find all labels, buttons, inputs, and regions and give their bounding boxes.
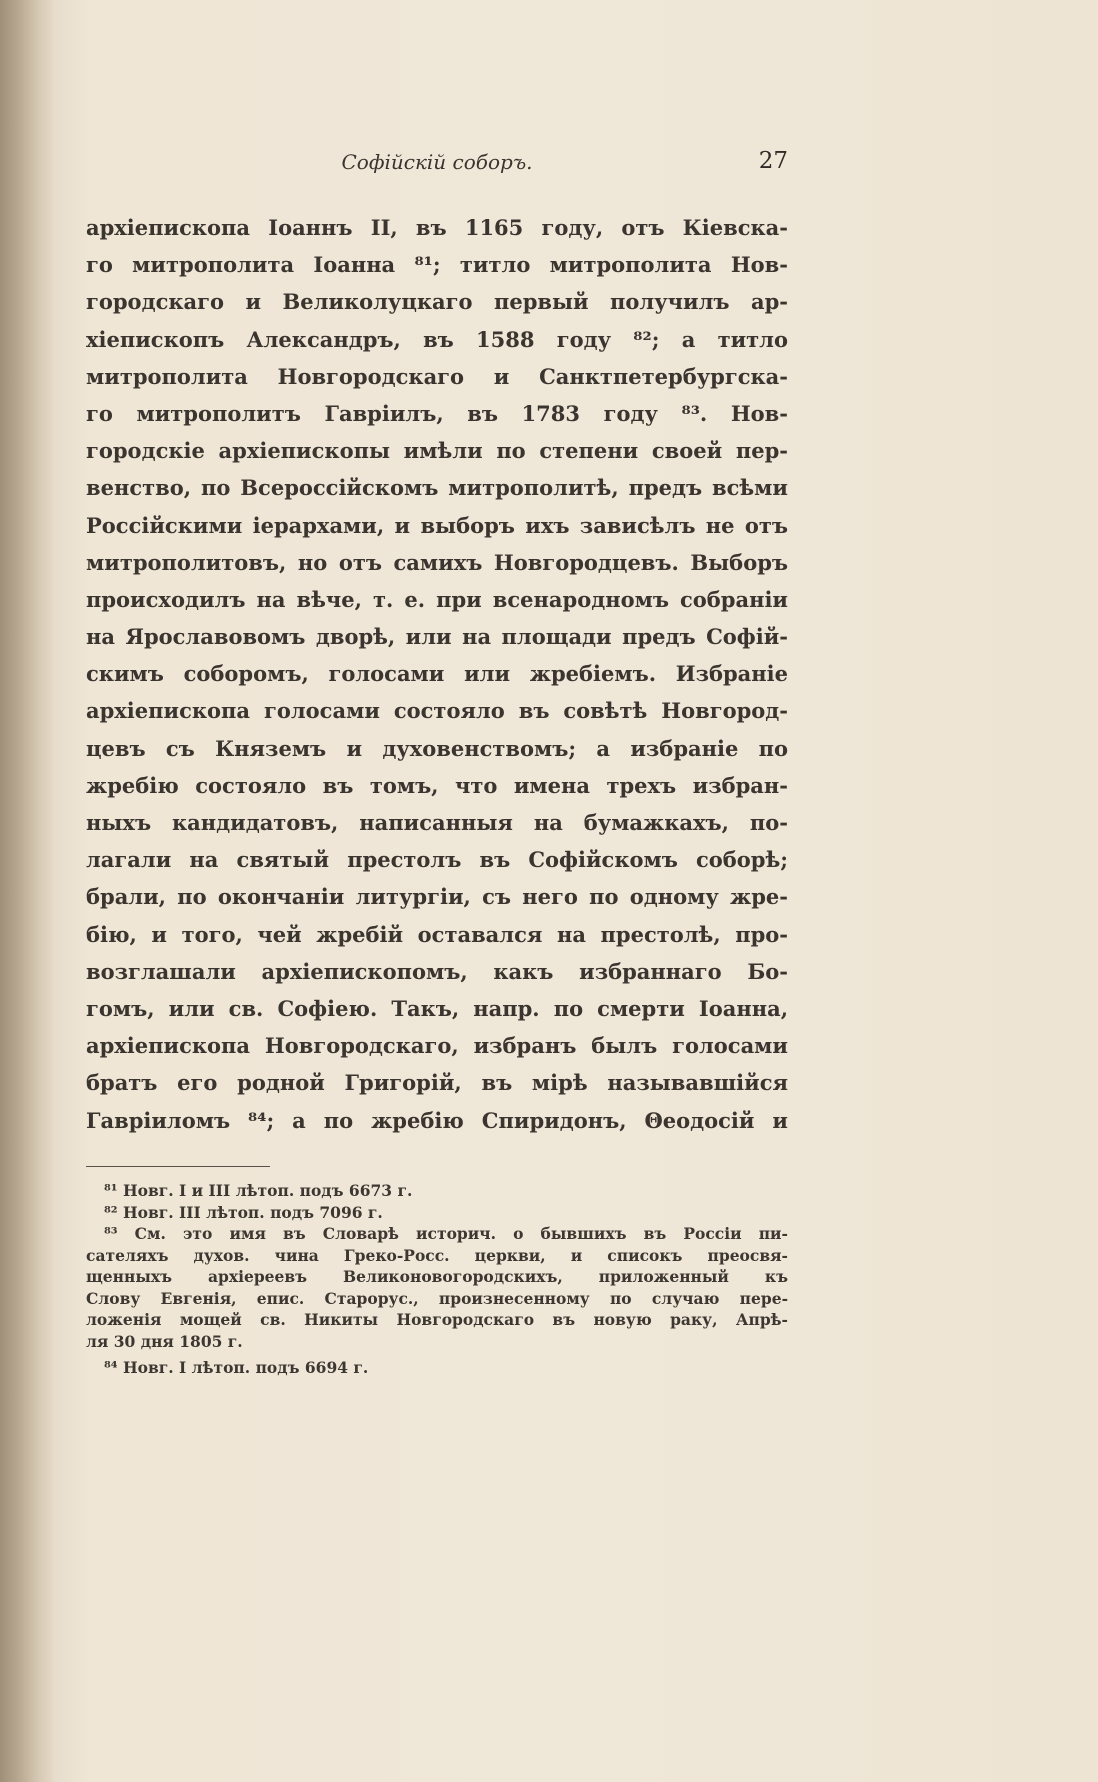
text-line: гомъ, или св. Софіею. Такъ, напр. по смерти Іоанна, <box>86 995 788 1021</box>
text-line: жребію состояло въ томъ, что имена трехъ избран- <box>86 772 788 798</box>
text-line: братъ его родной Григорій, въ мірѣ называвшійся <box>86 1070 788 1096</box>
text-line: архіепископа голосами состояло въ совѣтѣ Новгород- <box>86 698 788 724</box>
footnote-line: ля 30 дня 1805 г. <box>86 1331 243 1351</box>
text-line: го митрополита Іоанна ⁸¹; титло митрополита Нов- <box>86 252 788 278</box>
text-line: го митрополитъ Гавріилъ, въ 1783 году ⁸³. Нов- <box>86 400 788 426</box>
text-line: архіепископа Іоаннъ II, въ 1165 году, отъ Кіевска- <box>86 215 788 240</box>
text-line: ныхъ кандидатовъ, написанныя на бумажкахъ, по- <box>86 810 788 835</box>
running-head-title: Софійскій соборъ. <box>341 150 533 174</box>
binding-shadow <box>0 0 55 1782</box>
footnote-line: ⁸³ См. это имя въ Словарѣ историч. о бывшихъ въ Россіи пи- <box>104 1224 788 1243</box>
text-line: венство, по Всероссійскомъ митрополитѣ, предъ всѣми <box>86 475 788 501</box>
text-line: скимъ соборомъ, голосами или жребіемъ. Избраніе <box>86 661 788 687</box>
text-line: Гавріиломъ ⁸⁴; а по жребію Спиридонъ, Θеодосій и <box>86 1107 788 1133</box>
footnote-line: Слову Евгенія, епис. Старорус., произнесенному по случаю пере- <box>86 1288 788 1308</box>
footnote-line: сателяхъ духов. чина Греко-Росс. церкви, и списокъ преосвя- <box>86 1245 788 1265</box>
text-line: происходилъ на вѣче, т. е. при всенародномъ собраніи <box>86 586 788 612</box>
text-line: хіепископъ Александръ, въ 1588 году ⁸²; а титло <box>86 326 788 352</box>
text-line: митрополита Новгородскаго и Санктпетербургска- <box>86 363 788 389</box>
text-line: возглашали архіепископомъ, какъ избраннаго Бо- <box>86 958 788 984</box>
text-line: на Ярославовомъ дворѣ, или на площади предъ Софій- <box>86 624 788 650</box>
main-text <box>86 209 788 1139</box>
text-line: городскіе архіепископы имѣли по степени своей пер- <box>86 438 788 464</box>
text-line: лагали на святый престолъ въ Софійскомъ соборѣ; <box>86 847 788 873</box>
text-line: брали, по окончаніи литургіи, съ него по одному жре- <box>86 884 788 910</box>
footnote-line: ⁸⁴ Новг. I лѣтоп. подъ 6694 г. <box>104 1358 369 1377</box>
text-line: городскаго и Великолуцкаго первый получилъ ар- <box>86 289 788 315</box>
page-number: 27 <box>758 148 788 174</box>
text-line: Россійскими іерархами, и выборъ ихъ зависѣлъ не отъ <box>86 512 788 538</box>
footnote-line: ⁸² Новг. III лѣтоп. подъ 7096 г. <box>104 1202 383 1222</box>
footnotes <box>86 1180 788 1379</box>
footnote-line: ⁸¹ Новг. I и III лѣтоп. подъ 6673 г. <box>104 1181 413 1200</box>
footnote-line: щенныхъ архіереевъ Великоновогородскихъ, приложенный къ <box>86 1267 788 1286</box>
footnote-line: ложенія мощей св. Никиты Новгородскаго въ новую раку, Апрѣ- <box>86 1310 788 1329</box>
running-head <box>86 150 788 184</box>
text-line: бію, и того, чей жребій оставался на престолѣ, про- <box>86 921 788 947</box>
footnote-divider <box>86 1166 270 1167</box>
text-line: цевъ съ Княземъ и духовенствомъ; а избраніе по <box>86 735 788 761</box>
text-line: архіепископа Новгородскаго, избранъ былъ голосами <box>86 1033 788 1059</box>
text-line: митрополитовъ, но отъ самихъ Новгородцевъ. Выборъ <box>86 549 788 575</box>
